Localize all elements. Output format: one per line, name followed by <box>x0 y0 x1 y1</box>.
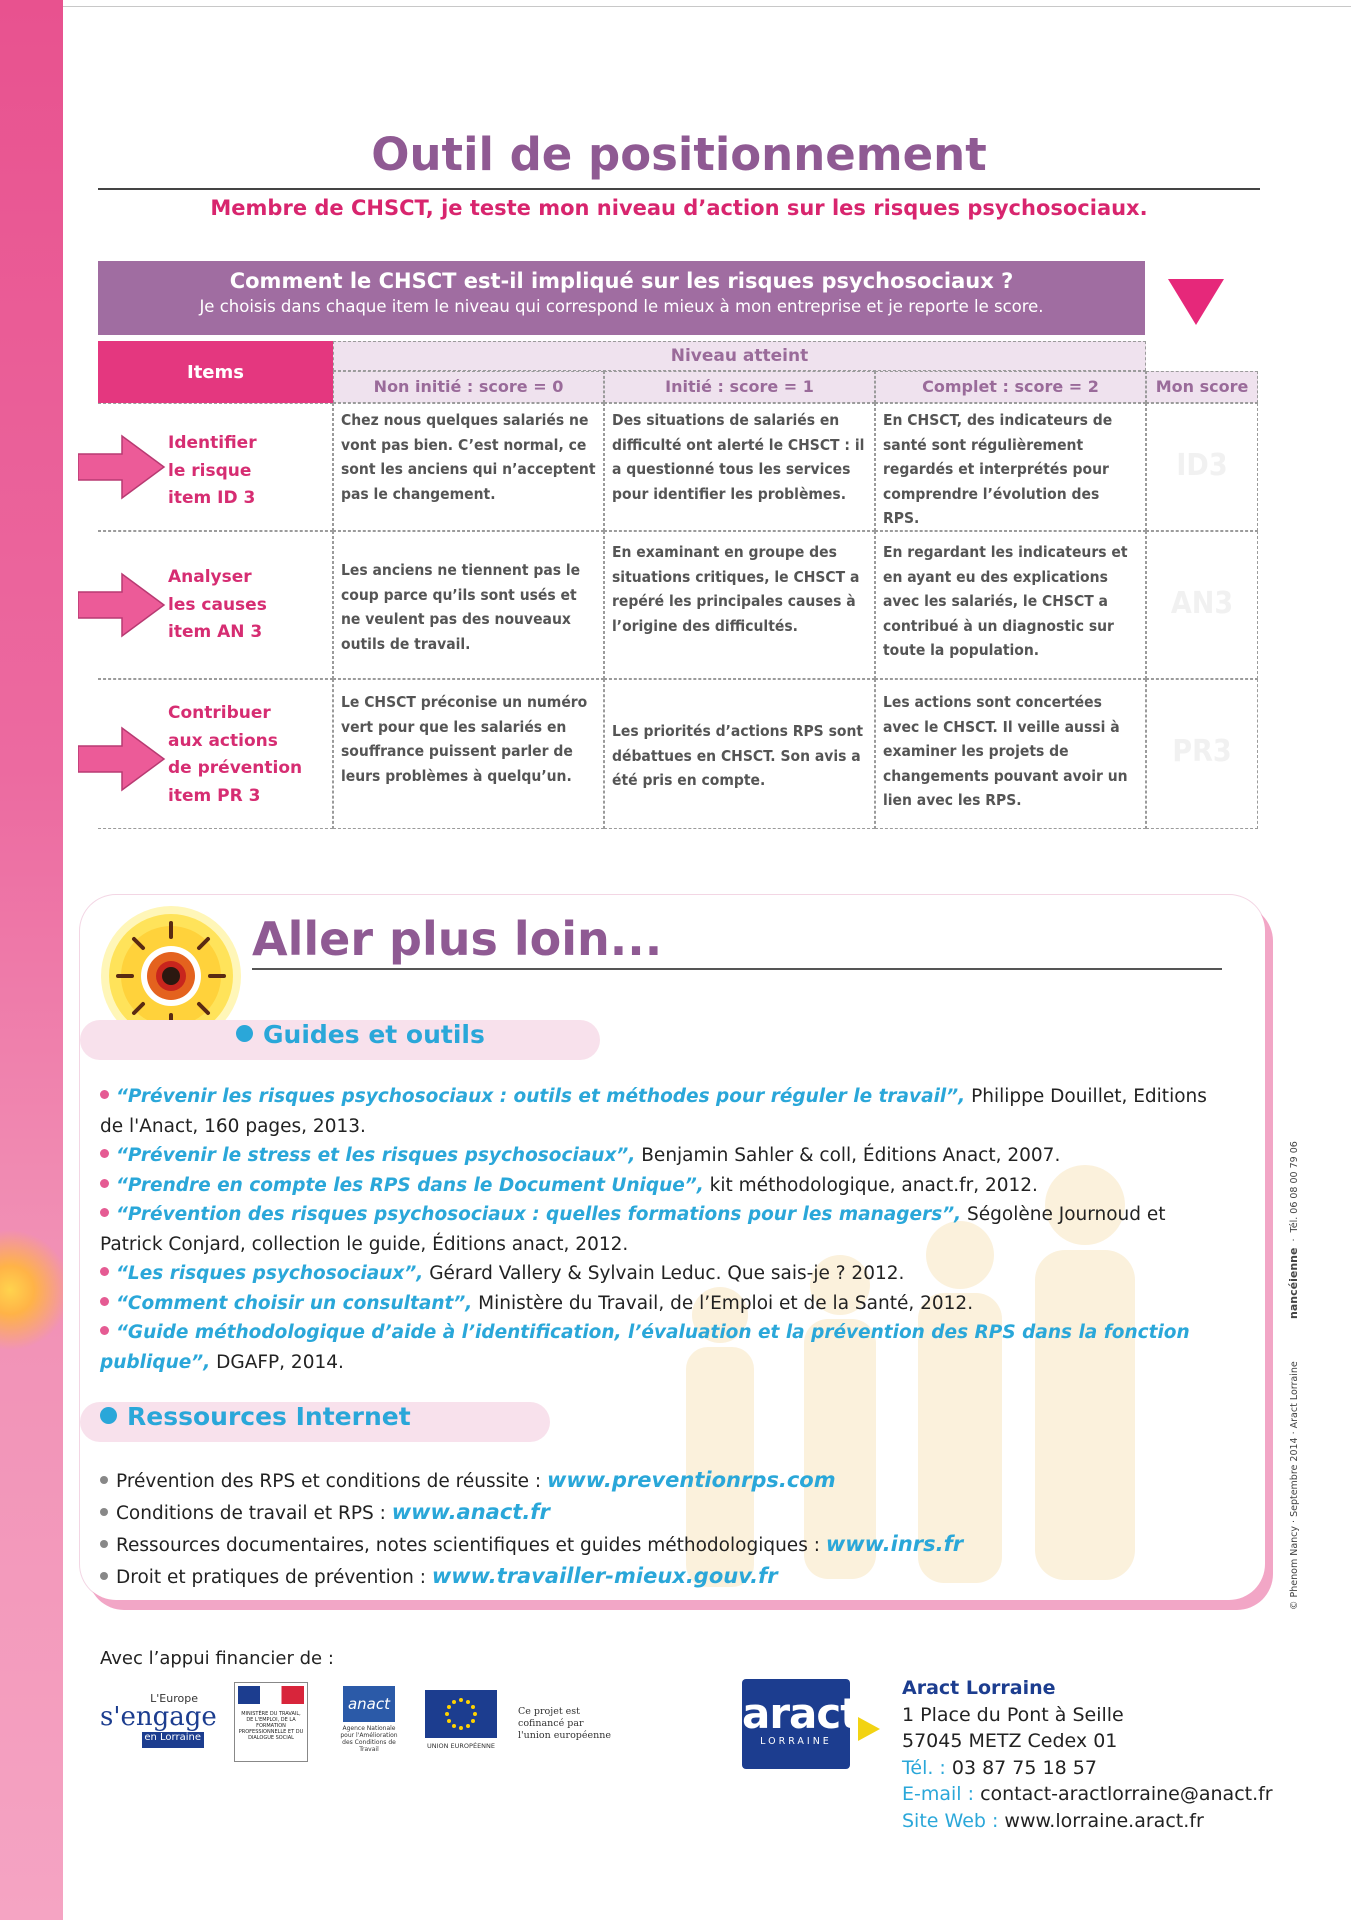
phone-line: Tél. : 03 87 75 18 57 <box>902 1756 1097 1779</box>
left-pink-band <box>0 0 63 1920</box>
guide-item: “Guide méthodologique d’aide à l’identification, l’évaluation et la prévention des RPS dans la fonction publique”, DGAFP, 2014. <box>100 1322 1190 1373</box>
resources-list <box>100 1465 1225 1593</box>
cell-id3-initie: Des situations de salariés en difficulté ont alerté le CHSCT : il a questionné tous les services pour identifier les problèmes. <box>604 403 875 531</box>
resource-link[interactable]: www.travailler-mieux.gouv.fr <box>431 1564 778 1588</box>
top-rule <box>63 6 1351 7</box>
vertical-credits: © Phenom Nancy · Septembre 2014 · Aract Lorraine nancéienne · Tél. 06 08 00 79 06 <box>1287 1141 1300 1610</box>
mon-score-header: Mon score <box>1146 371 1258 403</box>
resource-item: Droit et pratiques de prévention : www.travailler-mieux.gouv.fr <box>100 1561 1225 1593</box>
level-complet-header: Complet : score = 2 <box>875 371 1146 403</box>
bullet-icon <box>100 1540 108 1548</box>
cell-pr3-complet: Les actions sont concertées avec le CHSCT. Il veille aussi à examiner les projets de changements pouvant avoir un lien avec les RPS. <box>875 679 1146 829</box>
title-rule <box>98 188 1260 190</box>
item-cell-pr3 <box>98 679 333 829</box>
cell-an3-initie: En examinant en groupe des situations critiques, le CHSCT a repéré les principales causes à l’origine des difficultés. <box>604 531 875 679</box>
score-cell-an3[interactable] <box>1146 531 1258 679</box>
web-link[interactable]: www.lorraine.aract.fr <box>1004 1809 1204 1832</box>
pink-arrow-icon <box>78 432 168 502</box>
resource-item: Prévention des RPS et conditions de réussite : www.preventionrps.com <box>100 1465 1225 1497</box>
score-cell-id3[interactable] <box>1146 403 1258 531</box>
eu-flag-icon <box>425 1690 497 1738</box>
guide-title[interactable]: “Prendre en compte les RPS dans le Document Unique”, <box>116 1174 704 1196</box>
item-cell-id3 <box>98 403 333 531</box>
anact-logo: anact Agence Nationale pour l'Amélioration des Conditions de Travail <box>338 1686 400 1754</box>
address-line1: 1 Place du Pont à Seille <box>902 1703 1124 1726</box>
score-code: PR3 <box>1172 734 1232 769</box>
level-header: Niveau atteint <box>333 341 1146 371</box>
item-cell-an3 <box>98 531 333 679</box>
yellow-arrow-icon <box>858 1717 880 1741</box>
page-title: Outil de positionnement <box>371 128 987 181</box>
ministere-logo: MINISTÈRE DU TRAVAIL, DE L'EMPLOI, DE LA FORMATION PROFESSIONNELLE ET DU DIALOGUE SOCIAL <box>234 1682 308 1762</box>
aller-plus-loin-title: Aller plus loin... <box>252 912 663 966</box>
pink-arrow-icon <box>78 724 168 794</box>
bullet-icon <box>100 1407 117 1424</box>
guide-title[interactable]: “Prévenir les risques psychosociaux : outils et méthodes pour réguler le travail”, <box>116 1086 966 1107</box>
aller-rule <box>252 968 1222 970</box>
item-label: Contribuer aux actions de prévention item PR 3 <box>168 703 303 806</box>
bullet-icon <box>100 1090 109 1099</box>
contact-block <box>902 1675 1273 1834</box>
email-line: E-mail : contact-aractlorraine@anact.fr <box>902 1783 1273 1805</box>
email-link[interactable]: contact-aractlorraine@anact.fr <box>980 1783 1273 1805</box>
level-initie-header: Initié : score = 1 <box>604 371 875 403</box>
cell-pr3-non-initie: Le CHSCT préconise un numéro vert pour que les salariés en souffrance puissent parler de leurs problèmes à quelqu’un. <box>333 679 604 829</box>
items-header: Items <box>98 341 333 403</box>
bullet-icon <box>100 1297 109 1306</box>
cell-an3-non-initie: Les anciens ne tiennent pas le coup parce qu’ils sont usés et ne veulent pas des nouveaux outils de travail. <box>333 531 604 679</box>
resource-item: Ressources documentaires, notes scientifiques et guides méthodologiques : www.inrs.fr <box>100 1529 1225 1561</box>
question-header <box>98 261 1145 335</box>
guide-title[interactable]: “Prévenir le stress et les risques psychosociaux”, <box>116 1145 636 1166</box>
down-triangle-icon <box>1168 279 1224 325</box>
cell-pr3-initie: Les priorités d’actions RPS sont débattues en CHSCT. Son avis a été pris en compte. <box>604 679 875 829</box>
bullet-icon <box>100 1149 109 1158</box>
appui-text: Avec l’appui financier de : <box>100 1648 334 1669</box>
resources-heading: Ressources Internet <box>100 1402 411 1431</box>
bullet-icon <box>100 1267 109 1276</box>
guides-list <box>100 1082 1225 1377</box>
guide-title[interactable]: “Les risques psychosociaux”, <box>116 1263 424 1284</box>
guide-item: “Comment choisir un consultant”, Ministère du Travail, de l’Emploi et de la Santé, 2012. <box>100 1289 1225 1319</box>
bullet-icon <box>100 1326 109 1335</box>
guide-title[interactable]: “Guide méthodologique d’aide à l’identification, l’évaluation et la prévention des RPS dans la fonction publique”, <box>100 1322 1190 1373</box>
pink-arrow-icon <box>78 570 168 640</box>
guide-title[interactable]: “Comment choisir un consultant”, <box>116 1292 473 1314</box>
score-cell-pr3[interactable] <box>1146 679 1258 829</box>
instruction-text: Je choisis dans chaque item le niveau qui correspond le mieux à mon entreprise et je reporte le score. <box>199 297 1044 316</box>
eu-flag-logo: UNION EUROPÉENNE <box>425 1690 497 1750</box>
guide-item: “Les risques psychosociaux”, Gérard Vallery & Sylvain Leduc. Que sais-je ? 2012. <box>100 1259 1225 1289</box>
bullet-icon <box>100 1572 108 1580</box>
bullet-icon <box>100 1476 108 1484</box>
cell-an3-complet: En regardant les indicateurs et en ayant eu des explications avec les salariés, le CHSCT a contribué à un diagnostic sur toute la population. <box>875 531 1146 679</box>
cell-id3-complet: En CHSCT, des indicateurs de santé sont régulièrement regardés et interprétés pour comprendre l’évolution des RPS. <box>875 403 1146 531</box>
guide-title[interactable]: “Prévention des risques psychosociaux : quelles formations pour les managers”, <box>116 1204 962 1225</box>
score-code: AN3 <box>1170 586 1234 621</box>
resource-link[interactable]: www.preventionrps.com <box>547 1468 836 1492</box>
guide-item: “Prévenir le stress et les risques psychosociaux”, Benjamin Sahler & coll, Éditions Anact, 2007. <box>100 1141 1225 1171</box>
resource-link[interactable]: www.anact.fr <box>391 1500 550 1524</box>
sun-glow-decoration <box>0 1230 63 1350</box>
item-label: Analyser les causes item AN 3 <box>168 567 267 642</box>
page-subtitle: Membre de CHSCT, je teste mon niveau d’action sur les risques psychosociaux. <box>210 196 1148 220</box>
resource-item: Conditions de travail et RPS : www.anact.fr <box>100 1497 1225 1529</box>
bullet-icon <box>236 1025 253 1042</box>
guide-item: “Prévention des risques psychosociaux : quelles formations pour les managers”, Ségolène Journoud et Patrick Conjard, collection le guide, Éditions anact, 2012. <box>100 1204 1166 1255</box>
guide-item: “Prendre en compte les RPS dans le Document Unique”, kit méthodologique, anact.fr, 2012. <box>100 1171 1225 1201</box>
org-name: Aract Lorraine <box>902 1677 1056 1699</box>
aract-lorraine-logo: aract LORRAINE <box>742 1679 850 1769</box>
resource-link[interactable]: www.inrs.fr <box>825 1532 964 1556</box>
cofinance-text: Ce projet est cofinancé par l'union européenne <box>518 1706 611 1741</box>
bullet-icon <box>100 1208 109 1217</box>
guide-item: “Prévenir les risques psychosociaux : outils et méthodes pour réguler le travail”, Philippe Douillet, Editions de l'Anact, 160 pages, 2013. <box>100 1086 1207 1137</box>
europe-sengage-logo: L'Europe s'engage en Lorraine <box>100 1692 204 1748</box>
item-label: Identifier le risque item ID 3 <box>168 433 257 508</box>
guides-heading: Guides et outils <box>236 1020 485 1049</box>
cell-id3-non-initie: Chez nous quelques salariés ne vont pas bien. C’est normal, ce sont les anciens qui n’acceptent pas le changement. <box>333 403 604 531</box>
question-text: Comment le CHSCT est-il impliqué sur les risques psychosociaux ? <box>229 269 1014 293</box>
bullet-icon <box>100 1508 108 1516</box>
level-non-initie-header: Non initié : score = 0 <box>333 371 604 403</box>
score-code: ID3 <box>1176 448 1228 483</box>
address-line2: 57045 METZ Cedex 01 <box>902 1730 1118 1752</box>
bullet-icon <box>100 1179 109 1188</box>
web-line: Site Web : www.lorraine.aract.fr <box>902 1809 1204 1832</box>
